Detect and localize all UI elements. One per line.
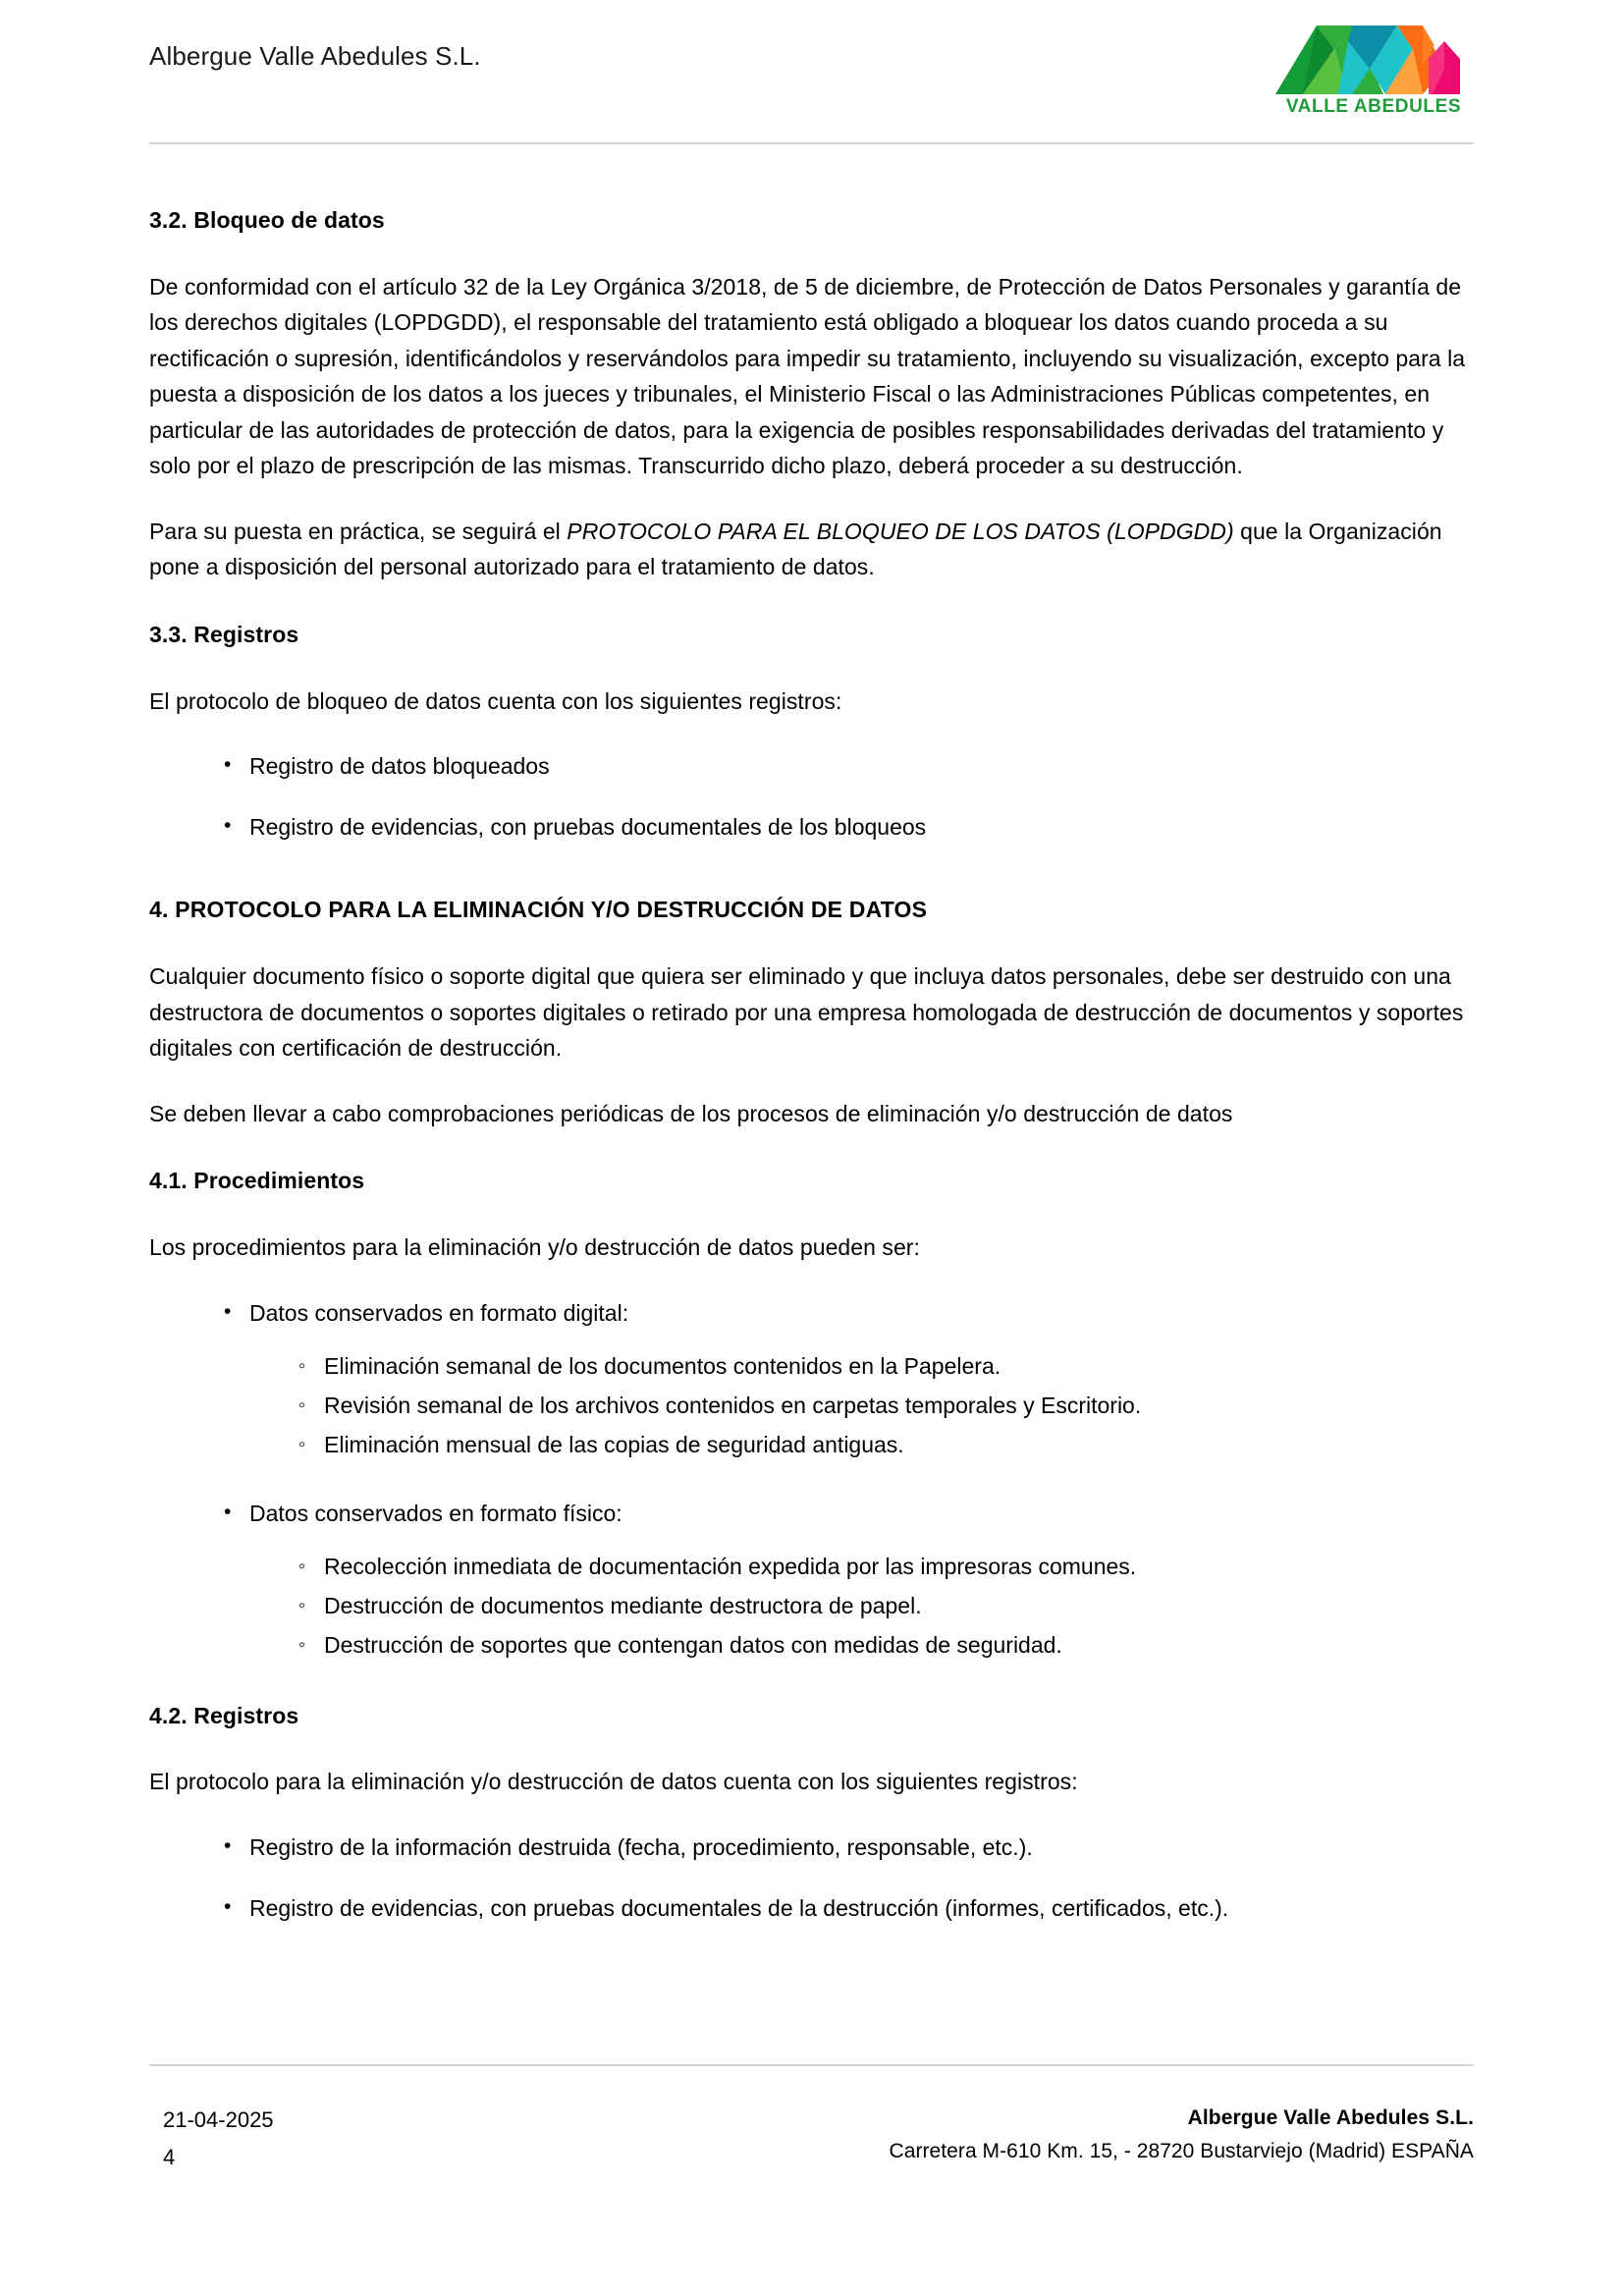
paragraph-4-1: Cualquier documento físico o soporte digital que quiera ser eliminado y que incluya datos personales, debe ser destruido con una destructora de documentos o soportes digitales o retirado por una empresa homologada de destrucción de documentos y soportes digitales con certificación de destrucción. (149, 963, 1464, 1062)
list-item-label: Datos conservados en formato digital: (249, 1299, 629, 1326)
footer-right-block (890, 2102, 1474, 2168)
paragraph-3-2-2-before: Para su puesta en práctica, se seguirá el (149, 518, 568, 544)
procedimientos-fisico-sublist (249, 1549, 1474, 1663)
logo-wordmark: VALLE ABEDULES (1285, 96, 1462, 117)
spacer (149, 1688, 1474, 1702)
sub-list-item: ◦ Destrucción de documentos mediante destructora de papel. (298, 1588, 1474, 1623)
page-number: 4 (163, 2145, 176, 2169)
paragraph-3-2-1: De conformidad con el artículo 32 de la Ley Orgánica 3/2018, de 5 de diciembre, de Protección de Datos Personales y garantía de los derechos digitales (LOPDGDD), el responsable del tratamiento está obligado a bloquear los datos cuando proceda a su rectificación o supresión, identificándolos y reservándolos para impedir su tratamiento, incluyendo su visualización, excepto para la puesta a disposición de los datos a los jueces y tribunales, el Ministerio Fiscal o las Administraciones Públicas competentes, en particular de las autoridades de protección de datos, para la exigencia de posibles responsabilidades derivadas del tratamiento y solo por el plazo de prescripción de las mismas. Transcurrido dicho plazo, deberá proceder a su destrucción. (149, 273, 1466, 479)
paragraph-3-2-2 (149, 514, 1474, 585)
header-divider (149, 142, 1474, 144)
registros-bloqueo-list (149, 748, 1474, 845)
paragraph-4-1-intro: Los procedimientos para la eliminación y/o destrucción de datos pueden ser: (149, 1234, 920, 1261)
document-body (149, 147, 1474, 1926)
footer-date: 21-04-2025 (163, 2107, 274, 2132)
footer-address: Carretera M-610 Km. 15, - 28720 Bustarviejo (Madrid) ESPAÑA (889, 2140, 1474, 2162)
paragraph-3-3-intro: El protocolo de bloqueo de datos cuenta con los siguientes registros: (149, 687, 842, 714)
sub-list-item: ◦ Eliminación mensual de las copias de seguridad antiguas. (298, 1427, 1474, 1462)
logo-mountain-icon (1275, 20, 1472, 96)
paragraph-4-2: Se deben llevar a cabo comprobaciones periódicas de los procesos de eliminación y/o destrucción de datos (149, 1100, 1233, 1126)
spacer (149, 870, 1474, 896)
sub-list-item: ◦ Eliminación semanal de los documentos contenidos en la Papelera. (298, 1348, 1474, 1384)
heading-4-1: 4.1. Procedimientos (149, 1168, 365, 1194)
sub-list-item: ◦ Revisión semanal de los archivos contenidos en carpetas temporales y Escritorio. (298, 1388, 1474, 1423)
list-item-label: Datos conservados en formato físico: (249, 1500, 622, 1526)
list-item (224, 1295, 1474, 1462)
sub-list-item: ◦ Destrucción de soportes que contengan datos con medidas de seguridad. (298, 1627, 1474, 1663)
protocol-title-italic: PROTOCOLO PARA EL BLOQUEO DE LOS DATOS (LOPDGDD) (567, 518, 1234, 544)
footer-divider (149, 2064, 1474, 2066)
heading-3-2: 3.2. Bloqueo de datos (149, 207, 385, 233)
paragraph-4-2-intro: El protocolo para la eliminación y/o destrucción de datos cuenta con los siguientes registros: (149, 1769, 1078, 1795)
page-content (149, 0, 1474, 1951)
registros-destruccion-list (149, 1830, 1474, 1926)
header-company-name: Albergue Valle Abedules S.L. (149, 41, 481, 71)
heading-4-2: 4.2. Registros (149, 1702, 299, 1728)
list-item: • Registro de datos bloqueados (224, 748, 1474, 784)
footer-company-name: Albergue Valle Abedules S.L. (1187, 2106, 1474, 2129)
procedimientos-digital-sublist (249, 1348, 1474, 1462)
heading-3-3: 3.3. Registros (149, 621, 299, 647)
procedimientos-list (149, 1295, 1474, 1663)
paragraph-3-2-2-after: que la Organización pone a disposición del personal autorizado para el tratamiento de datos. (149, 518, 1442, 580)
footer-left-block (163, 2102, 274, 2176)
list-item: • Registro de la información destruida (fecha, procedimiento, responsable, etc.). (224, 1830, 1474, 1865)
page-footer (149, 2102, 1474, 2210)
list-item: • Registro de evidencias, con pruebas documentales de la destrucción (informes, certificados, etc.). (224, 1890, 1474, 1926)
sub-list-item: ◦ Recolección inmediata de documentación expedida por las impresoras comunes. (298, 1549, 1474, 1584)
valle-abedules-logo (1275, 20, 1472, 118)
list-item (224, 1496, 1474, 1663)
page-header (149, 0, 1474, 147)
list-item: • Registro de evidencias, con pruebas documentales de los bloqueos (224, 809, 1474, 845)
heading-4: 4. PROTOCOLO PARA LA ELIMINACIÓN Y/O DESTRUCCIÓN DE DATOS (149, 897, 928, 923)
